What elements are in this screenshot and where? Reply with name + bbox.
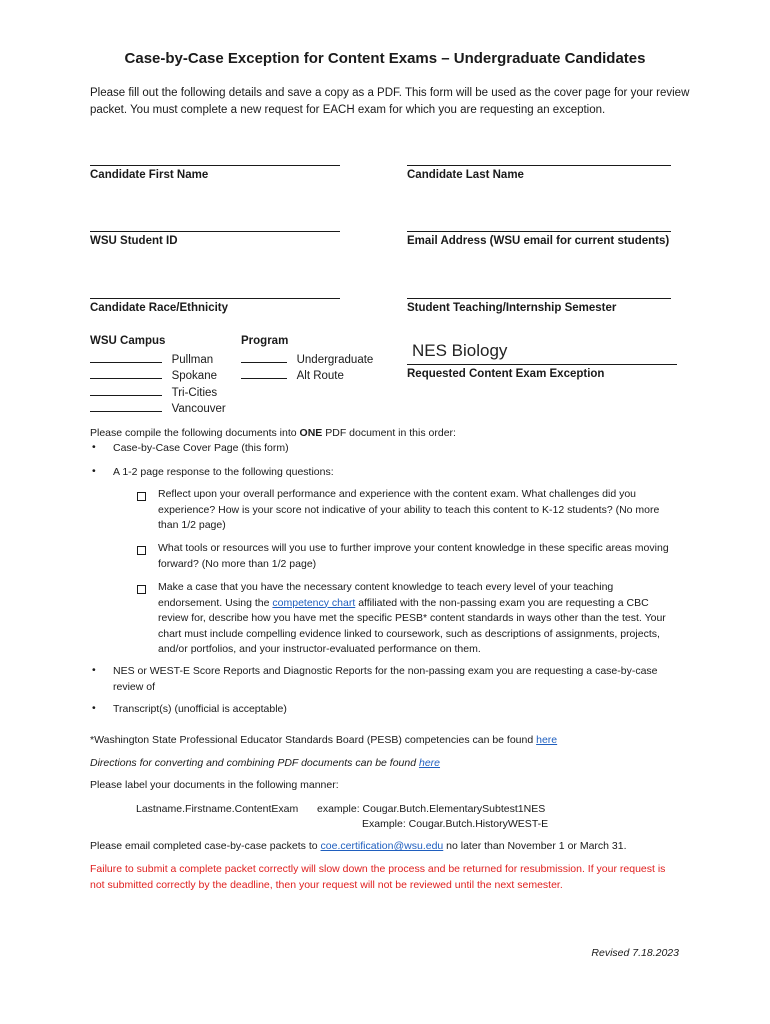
compile-instruction: Please compile the following documents into ONE PDF document in this order: (90, 427, 456, 439)
page-title: Case-by-Case Exception for Content Exams – Undergraduate Candidates (124, 50, 646, 67)
program-blank[interactable] (241, 367, 287, 379)
labeling-intro: Please label your documents in the following manner: (90, 779, 339, 791)
campus-blank[interactable] (90, 367, 162, 379)
exam-field[interactable] (407, 364, 677, 365)
campus-option-pullman[interactable]: Pullman (90, 351, 213, 366)
student-id-field[interactable] (90, 231, 340, 232)
campus-blank[interactable] (90, 351, 162, 363)
question-1: Reflect upon your overall performance and experience with the content exam. What challenges did you experience? How is your score not indicative of your ability to teach this content to K-12 students? (No more than 1/2 page) (158, 488, 660, 531)
checkbox-icon[interactable] (137, 492, 146, 501)
list-item-response: A 1-2 page response to the following questions: (113, 466, 334, 478)
program-label: Program (241, 335, 289, 347)
race-ethnicity-field[interactable] (90, 298, 340, 299)
campus-option-spokane[interactable]: Spokane (90, 367, 217, 382)
campus-blank[interactable] (90, 400, 162, 412)
list-item-transcripts: Transcript(s) (unofficial is acceptable) (113, 703, 287, 715)
revised-date: Revised 7.18.2023 (591, 947, 679, 959)
pdf-directions-here-link[interactable]: here (419, 757, 441, 769)
email-link[interactable]: coe.certification@wsu.edu (320, 840, 444, 852)
campus-label: WSU Campus (90, 335, 166, 347)
race-ethnicity-label: Candidate Race/Ethnicity (90, 302, 229, 314)
intro-text: Please fill out the following details and save a copy as a PDF. This form will be used as the cover page for your review packet. You must complete a new request for EACH exam for which you are requesting an exception. (90, 87, 690, 116)
pesb-note: *Washington State Professional Educator Standards Board (PESB) competencies can be found here (90, 734, 558, 746)
semester-label: Student Teaching/Internship Semester (407, 302, 617, 314)
email-field[interactable] (407, 231, 671, 232)
program-option-undergraduate[interactable]: Undergraduate (241, 351, 373, 366)
warning-text: Failure to submit a complete packet correctly will slow down the process and be returned for resubmission. If your request is not submitted correctly by the deadline, then your request will not be reviewed until the next semester. (90, 863, 666, 891)
exam-value[interactable]: NES Biology (412, 341, 508, 360)
bullet-icon: • (92, 702, 96, 714)
exam-label: Requested Content Exam Exception (407, 368, 605, 380)
pdf-directions: Directions for converting and combining PDF documents can be found here (90, 757, 441, 769)
question-3: Make a case that you have the necessary content knowledge to teach every level of your teaching endorsement. Using the competency chart affiliated with the non-passing exam you are requesting a CBC review for, describe how you have met the specific PESB* content standards in ways other than the test. Your chart must include compelling evidence linked to coursework, such as descriptions of assignments, projects, and/or portfolios, and your instructor-evaluated performance on them. (158, 581, 666, 655)
labeling-example-2: Example: Cougar.Butch.HistoryWEST-E (362, 818, 549, 830)
email-label: Email Address (WSU email for current students) (407, 235, 670, 247)
question-2: What tools or resources will you use to further improve your content knowledge in these specific areas moving forward? (No more than 1/2 page) (158, 542, 669, 570)
campus-option-vancouver[interactable]: Vancouver (90, 400, 226, 415)
checkbox-icon[interactable] (137, 585, 146, 594)
labeling-pattern: Lastname.Firstname.ContentExam (136, 803, 299, 815)
bullet-icon: • (92, 441, 96, 453)
bullet-icon: • (92, 465, 96, 477)
campus-option-tri-cities[interactable]: Tri-Cities (90, 384, 217, 399)
bullet-icon: • (92, 664, 96, 676)
campus-blank[interactable] (90, 384, 162, 396)
competency-chart-link[interactable]: competency chart (272, 596, 356, 609)
labeling-example-1: example: Cougar.Butch.ElementarySubtest1NES (317, 803, 546, 815)
first-name-label: Candidate First Name (90, 169, 209, 181)
last-name-label: Candidate Last Name (407, 169, 524, 181)
list-item-cover: Case-by-Case Cover Page (this form) (113, 442, 289, 454)
pesb-here-link[interactable]: here (536, 734, 558, 746)
last-name-field[interactable] (407, 165, 671, 166)
program-blank[interactable] (241, 351, 287, 363)
semester-field[interactable] (407, 298, 671, 299)
email-instruction: Please email completed case-by-case packets to coe.certification@wsu.edu no later than November 1 or March 31. (90, 840, 627, 852)
checkbox-icon[interactable] (137, 546, 146, 555)
program-option-alt-route[interactable]: Alt Route (241, 367, 344, 382)
list-item-score-reports: NES or WEST-E Score Reports and Diagnostic Reports for the non-passing exam you are requesting a case-by-case review of (113, 665, 658, 693)
student-id-label: WSU Student ID (90, 235, 178, 247)
first-name-field[interactable] (90, 165, 340, 166)
